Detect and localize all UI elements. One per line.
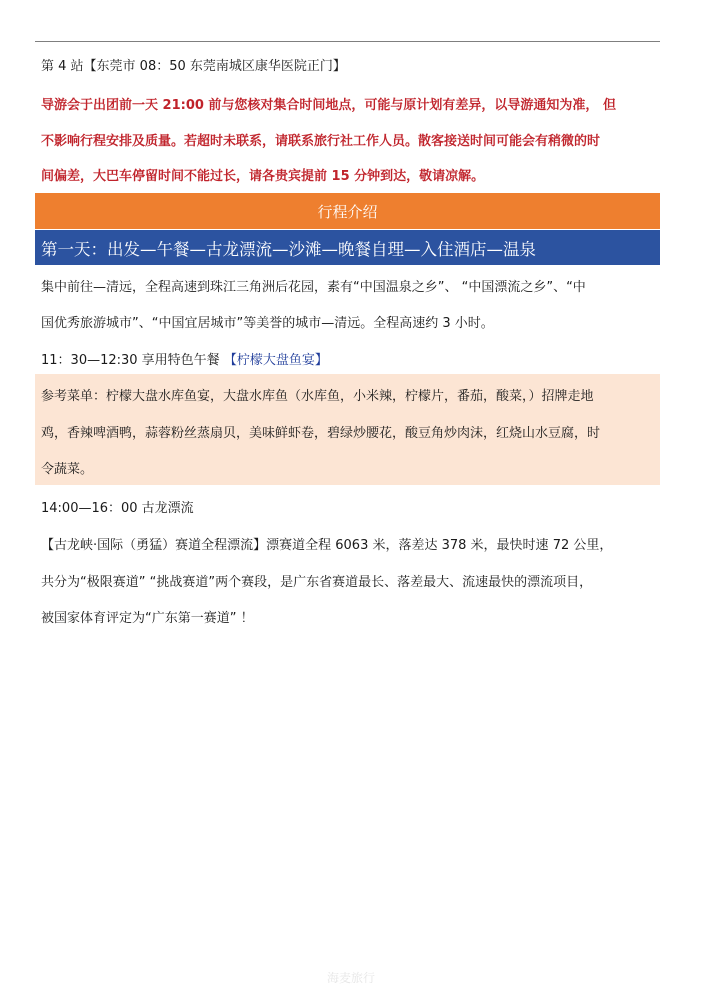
rafting-line: 共分为“极限赛道” “挑战赛道”两个赛段，是广东省赛道最长、落差最大、流速最快的漂流项目， [41,575,593,590]
section-title: 行程介绍 [317,202,378,221]
rafting-line: 被国家体育评定为“广东第一赛道” ！ [41,611,254,626]
intro-line: 国优秀旅游城市”、“中国宜居城市”等美誉的城市—清远。全程高速约 3 小时。 [41,316,494,331]
rafting-time: 14:00—16：00 古龙漂流 [41,501,194,516]
lunch-tag: 【柠檬大盘鱼宴】 [223,353,328,368]
lunch-time: 11：30—12:30 享用特色午餐 [41,353,224,368]
menu-line: 参考菜单：柠檬大盘水库鱼宴，大盘水库鱼（水库鱼，小米辣，柠檬片，番茄，酸菜，）招牌走地 [41,389,594,404]
notice-line: 间偏差，大巴车停留时间不能过长，请各贵宾提前 15 分钟到达，敬请凉解。 [41,169,485,184]
menu-line: 鸡，香辣啤酒鸭，蒜蓉粉丝蒸扇贝，美味鲜虾卷，碧绿炒腰花，酸豆角炒肉沫，红烧山水豆腐，时 [41,426,601,441]
section-header-itinerary [35,193,660,229]
menu-line: 令蔬菜。 [41,462,94,477]
day1-title: 第一天：出发—午餐—古龙漂流—沙滩—晚餐自理—入住酒店—温泉 [41,239,536,259]
day1-header [35,230,660,265]
intro-line: 集中前往—清远，全程高速到珠江三角洲后花园，素有“中国温泉之乡”、 “中国漂流之乡”、“中 [41,280,586,295]
lunch-line [41,349,328,368]
station-line: 第 4 站【东莞市 08：50 东莞南城区康华医院正门】 [41,59,346,74]
top-divider [35,41,660,42]
footer-watermark: 海麦旅行 [326,971,375,985]
notice-line: 导游会于出团前一天 21:00 前与您核对集合时间地点，可能与原计划有差异，以导游通知为准， 但 [41,98,616,113]
notice-line: 不影响行程安排及质量。若超时未联系，请联系旅行社工作人员。散客接送时间可能会有稍微的时 [41,134,601,149]
rafting-line: 【古龙峡·国际（勇猛）赛道全程漂流】漂赛道全程 6063 米，落差达 378 米，最快时速 72 公里， [41,538,613,553]
